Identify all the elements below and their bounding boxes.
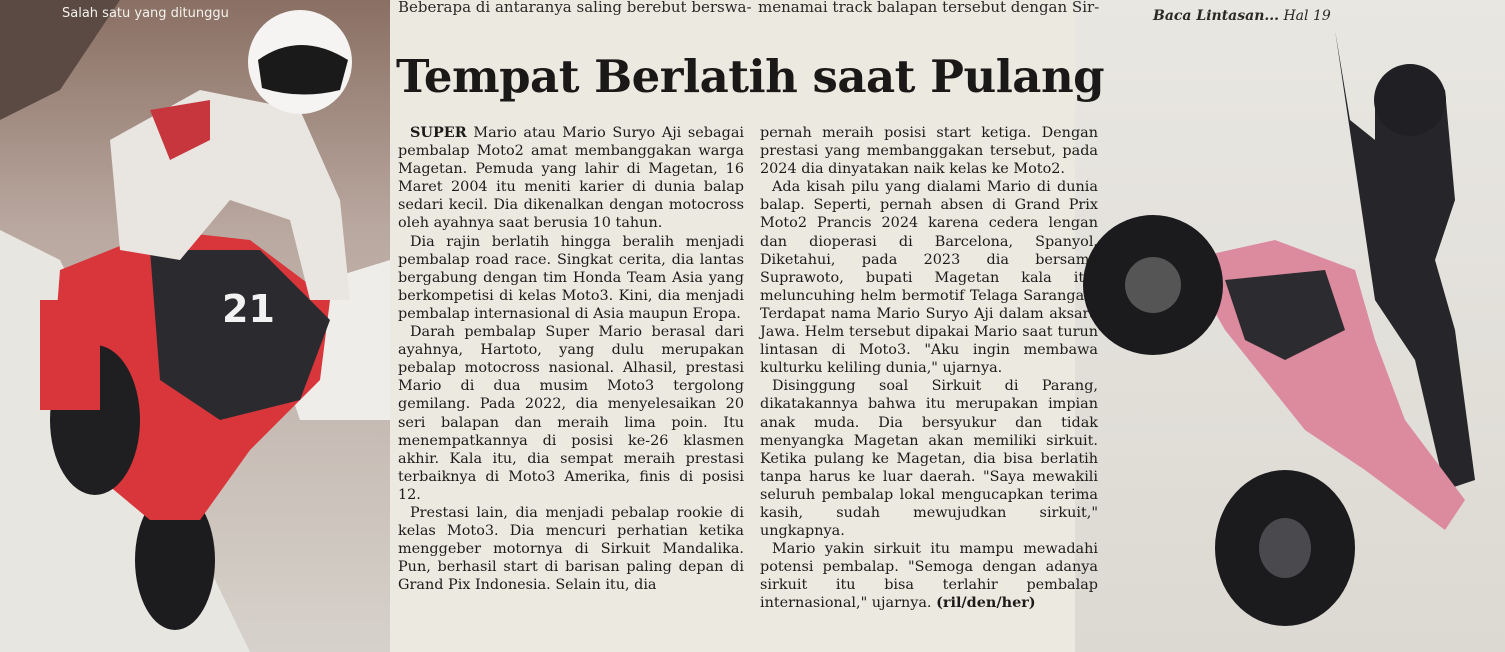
prev-col2-fragment: menamai track balapan tersebut dengan Sir- (758, 0, 1100, 16)
continued-reference (1153, 8, 1331, 24)
lead-word: SUPER (410, 124, 467, 141)
paragraph: Darah pembalap Super Mario berasal dari ayahnya, Hartoto, yang dulu merupakan pebalap motocross nasional. Alhasil, prestasi Mario di dua musim Moto3 tergolong gemilang. Pada 2022, dia menyelesaikan 20 seri balapan dan meraih lima poin. Itu menempatkannya di posisi ke-26 klasmen akhir. Kala itu, dia sempat meraih prestasi terbaiknya di Moto3 Amerika, finis di posisi 12. (398, 324, 744, 503)
paragraph: pernah meraih posisi start ketiga. Dengan prestasi yang membanggakan tersebut, pada 2024 dia dinyatakan naik kelas ke Moto2. (760, 125, 1098, 178)
paragraph: SUPER Mario atau Mario Suryo Aji sebagai pembalap Moto2 amat membanggakan warga Magetan. Pemuda yang lahir di Magetan, 16 Maret 2004 itu meniti karier di dunia balap sedari kecil. Dia dikenalkan dengan motocross oleh ayahnya saat berusia 10 tahun. (398, 124, 744, 232)
byline: (ril/den/her) (936, 594, 1036, 612)
article-column-2 (760, 124, 1098, 613)
article-column-1 (398, 124, 744, 594)
racer-photo (0, 0, 390, 652)
jump-label: Baca Lintasan... (1153, 8, 1280, 24)
paragraph: Mario yakin sirkuit itu mampu mewadahi potensi pembalap. "Semoga dengan adanya sirkuit itu bisa terlahir pembalap internasional," ujarnya. (ril/den/her) (760, 541, 1098, 612)
photo-caption: Salah satu yang ditunggu (62, 6, 229, 21)
prev-col1-fragment: Beberapa di antaranya saling berebut berswa- (398, 0, 752, 16)
headline: Tempat Berlatih saat Pulang (396, 50, 1105, 103)
paragraph: Ada kisah pilu yang dialami Mario di dunia balap. Seperti, pernah absen di Grand Prix Moto2 Prancis 2024 karena cedera lengan dan dioperasi di Barcelona, Spanyol. Diketahui, pada 2023 dia bersama Suprawoto, bupati Magetan kala itu, meluncuhing helm bermotif Telaga Sarangan. Terdapat nama Mario Suryo Aji dalam aksara Jawa. Helm tersebut dipakai Mario saat turun lintasan di Moto3. "Aku ingin membawa kulturku keliling dunia," ujarnya. (760, 179, 1098, 377)
jump-page: Hal 19 (1283, 8, 1331, 24)
stunt-rider-photo (1075, 0, 1505, 652)
bike-number: 21 (222, 287, 275, 331)
paragraph: Dia rajin berlatih hingga beralih menjadi pembalap road race. Singkat cerita, dia lantas bergabung dengan tim Honda Team Asia yang berkompetisi di kelas Moto3. Kini, dia menjadi pembalap internasional di Asia maupun Eropa. (398, 233, 744, 322)
paragraph: Prestasi lain, dia menjadi pebalap rookie di kelas Moto3. Dia mencuri perhatian ketika menggeber motornya di Sirkuit Mandalika. Pun, berhasil start di barisan paling depan di Grand Pix Indonesia. Selain itu, dia (398, 504, 744, 594)
paragraph: Disinggung soal Sirkuit di Parang, dikatakannya bahwa itu merupakan impian anak muda. Dia bersyukur dan tidak menyangka Magetan akan memiliki sirkuit. Ketika pulang ke Magetan, dia bisa berlatih tanpa harus ke luar daerah. "Saya mewakili seluruh pembalap lokal mengucapkan terima kasih, sudah mewujudkan sirkuit," ungkapnya. (760, 378, 1098, 540)
